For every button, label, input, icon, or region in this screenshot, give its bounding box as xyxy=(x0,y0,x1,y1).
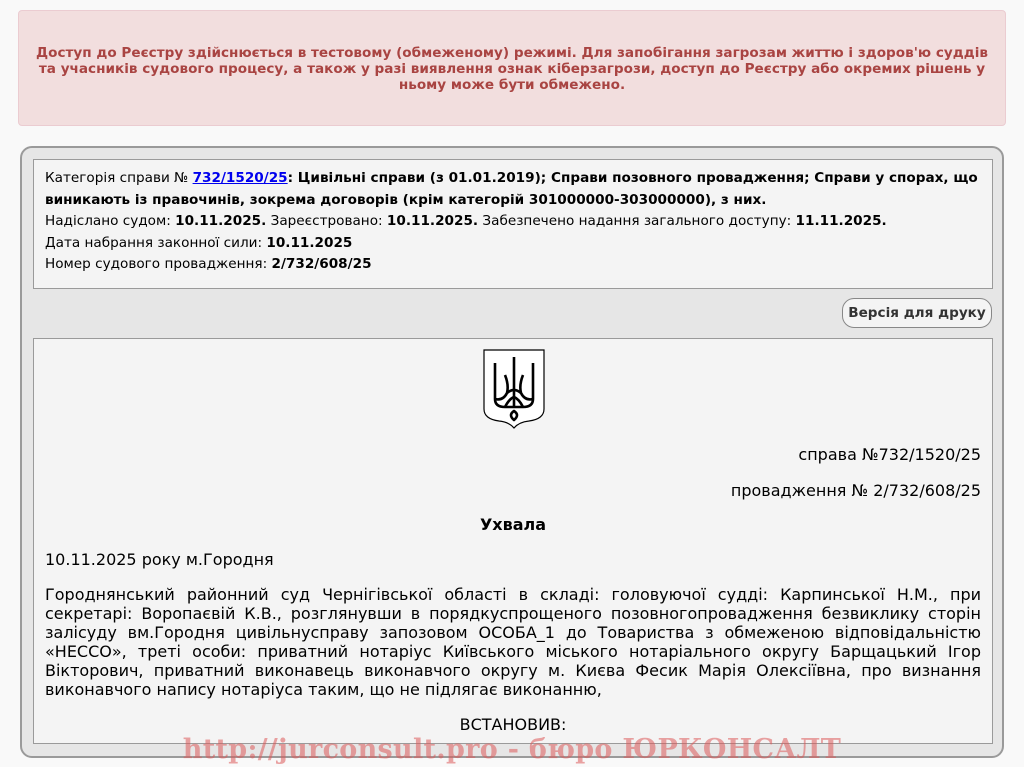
effective-value: 10.11.2025 xyxy=(266,234,353,251)
sent-value: 10.11.2025. xyxy=(175,213,267,229)
document-body: Городнянський районний суд Чернігівської області в складі: головуючої судді: Карпинської Н.М., при секретарі: Воропаєвій К.В., розглянувши в порядкуспрощеного позовногопровадження безвиклику сторін залісуду вм.Городня цивільнусправу запозовом ОСОБА_1 до Товариства з обмеженою відповідальністю «НЕССО», треті особи: приватний нотаріус Київського міського нотаріального округу Барщацький Ігор Вікторович, приватний виконавець виконавчого округу м. Києва Фесик Марія Олексіївна, про визнання виконавчого напису нотаріуса таким, що не підлягає виконанню, xyxy=(45,585,981,699)
established-heading: ВСТАНОВИВ: xyxy=(459,715,567,734)
proceeding-number: провадження № 2/732/608/25 xyxy=(730,481,981,500)
proceeding-number-line xyxy=(45,254,981,276)
document-title: Ухвала xyxy=(479,515,547,534)
access-warning-banner xyxy=(18,10,1006,126)
proceeding-value: 2/732/608/25 xyxy=(271,256,372,272)
case-dates-line xyxy=(45,211,981,233)
sent-label: Надіслано судом: xyxy=(45,213,176,229)
case-category-line xyxy=(45,168,981,211)
access-warning-text: Доступ до Реєстру здійснюється в тестовому (обмеженому) режимі. Для запобігання загрозам життю і здоров'ю суддів та учасників судового процесу, а також у разі виявлення ознак кіберзагрози, доступ до Реєстру або окремих рішень у ньому може бути обмежено. xyxy=(36,45,988,93)
date-and-city: 10.11.2025 року м.Городня xyxy=(45,550,274,569)
registered-label: Зареєстровано: xyxy=(266,213,387,229)
effective-date-line xyxy=(45,233,981,255)
case-number-link[interactable]: 732/1520/25 xyxy=(192,170,288,186)
case-number: справа №732/1520/25 xyxy=(798,445,981,464)
case-info-box xyxy=(33,159,993,289)
decision-document xyxy=(33,338,993,744)
print-version-button[interactable]: Версія для друку xyxy=(842,298,992,328)
proceeding-label: Номер судового провадження: xyxy=(45,256,272,272)
decision-panel xyxy=(20,146,1004,758)
access-value: 11.11.2025. xyxy=(795,213,887,229)
category-label: Категорія справи № xyxy=(45,170,193,186)
coat-of-arms-icon xyxy=(483,349,545,429)
registered-value: 10.11.2025. xyxy=(386,213,479,229)
access-label: Забезпечено надання загального доступу: xyxy=(478,213,796,229)
watermark-text: http://jurconsult.pro - бюро ЮРКОНСАЛТ xyxy=(182,734,842,765)
effective-label: Дата набрання законної сили: xyxy=(45,234,267,251)
category-value: : Цивільні справи (з 01.01.2019); Справи позовного провадження; Справи у спорах, що виникають із правочинів, зокрема договорів (крім категорій 301000000-303000000), з них. xyxy=(45,170,978,208)
